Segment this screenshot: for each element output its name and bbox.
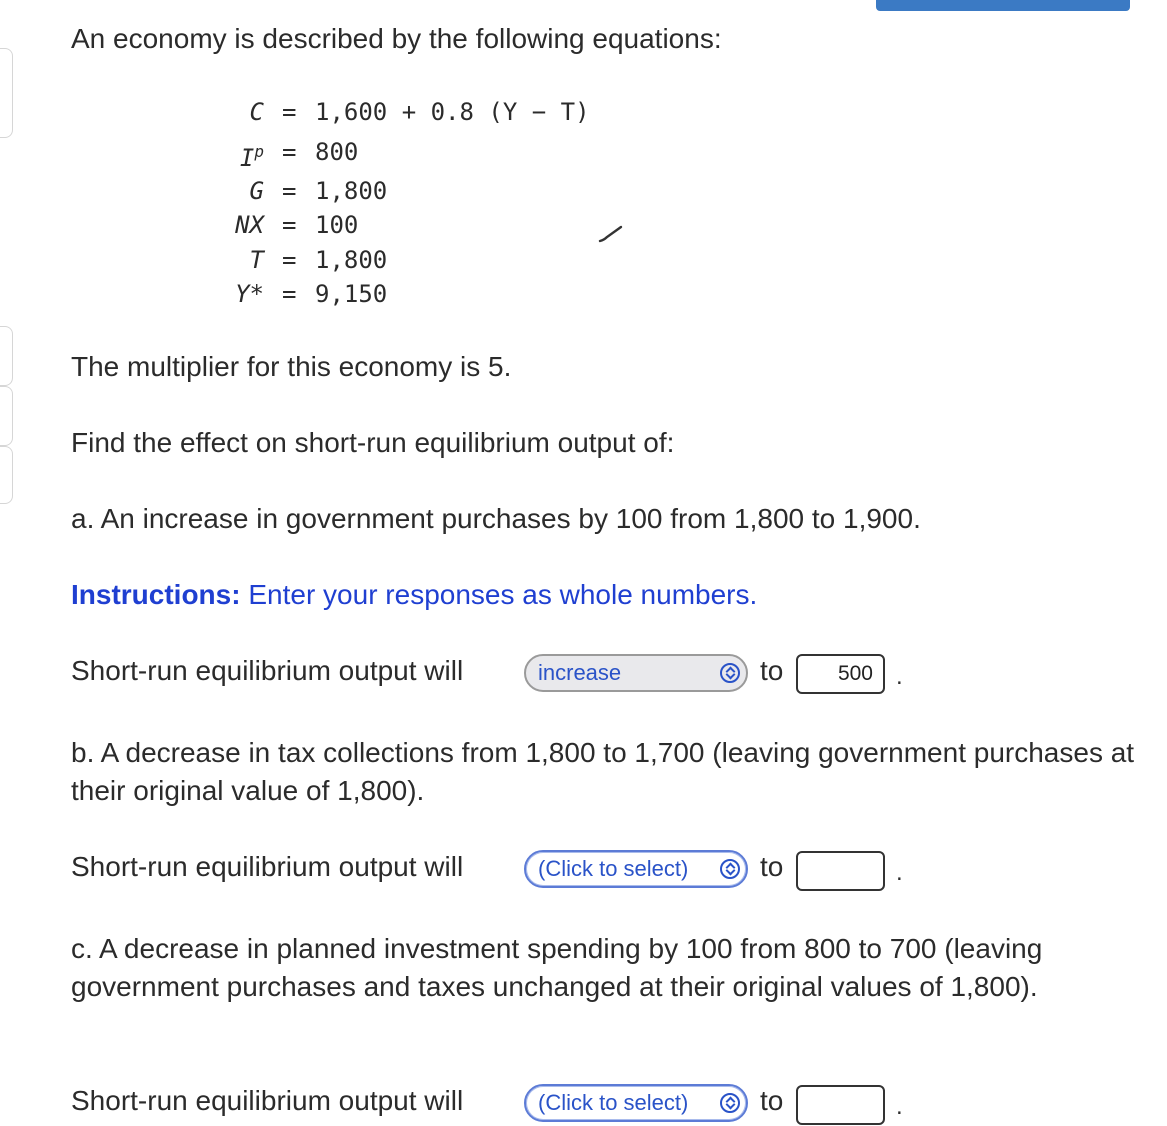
equation-lhs-ip: $I^p$ [239, 142, 264, 172]
select-value: increase [538, 660, 622, 685]
part-a-question: a. An increase in government purchases by 100 from 1,800 to 1,900. [71, 503, 921, 534]
side-tab[interactable] [0, 446, 13, 504]
part-c-direction-select[interactable] [524, 1084, 748, 1122]
equation-lhs: C [249, 98, 264, 126]
equation-lhs: G [249, 177, 264, 205]
end-period: . [896, 1093, 903, 1120]
find-text: Find the effect on short-run equilibrium output of: [71, 427, 675, 458]
part-c-answer-input[interactable] [796, 1085, 885, 1125]
select-value: (Click to select) [538, 856, 689, 881]
chevron-up-down-icon [720, 1093, 740, 1113]
part-b-direction-select[interactable] [524, 850, 748, 888]
check-mark-icon [598, 224, 624, 244]
part-b-question: b. A decrease in tax collections from 1,800 to 1,700 (leaving government purchases at their original value of 1,800). [71, 737, 1135, 806]
part-c-question: c. A decrease in planned investment spending by 100 from 800 to 700 (leaving government purchases and taxes unchanged at their original values of 1,800). [71, 933, 1043, 1002]
equals-sign: = [282, 280, 297, 308]
part-b-prompt: Short-run equilibrium output will [71, 851, 464, 882]
to-label: to [760, 655, 784, 686]
top-action-button[interactable] [876, 0, 1130, 11]
part-b-answer-input[interactable] [796, 851, 885, 891]
instructions-text: Enter your responses as whole numbers. [240, 579, 758, 610]
part-a-answer-input[interactable]: 500 [796, 654, 885, 694]
equation-lhs: Y* [235, 280, 264, 308]
part-a-direction-select[interactable] [524, 654, 748, 692]
multiplier-text: The multiplier for this economy is 5. [71, 351, 512, 382]
select-value: (Click to select) [538, 1090, 689, 1115]
chevron-up-down-icon [720, 663, 740, 683]
to-label: to [760, 851, 784, 882]
chevron-up-down-icon [720, 859, 740, 879]
instructions-label: Instructions: [71, 579, 241, 610]
side-tab[interactable] [0, 326, 13, 386]
end-period: . [896, 859, 903, 886]
equation-rhs: 800 [315, 138, 359, 166]
instructions [71, 576, 757, 614]
equation-rhs: 1,600 + 0.8 (Y − T) [315, 98, 590, 126]
side-tab[interactable] [0, 386, 13, 446]
intro-text: An economy is described by the following equations: [71, 23, 722, 54]
end-period: . [896, 663, 903, 690]
equation-rhs: 9,150 [315, 280, 388, 308]
equals-sign: = [282, 177, 297, 205]
side-tab[interactable] [0, 48, 13, 138]
equation-lhs: T [249, 246, 264, 274]
equals-sign: = [282, 138, 297, 166]
equals-sign: = [282, 246, 297, 274]
equals-sign: = [282, 98, 297, 126]
equation-lhs: NX [235, 211, 264, 239]
part-a-prompt: Short-run equilibrium output will [71, 655, 464, 686]
equation-rhs: 1,800 [315, 177, 388, 205]
equation-rhs: 1,800 [315, 246, 388, 274]
to-label: to [760, 1085, 784, 1116]
equation-rhs: 100 [315, 211, 359, 239]
equals-sign: = [282, 211, 297, 239]
part-c-prompt: Short-run equilibrium output will [71, 1085, 464, 1116]
